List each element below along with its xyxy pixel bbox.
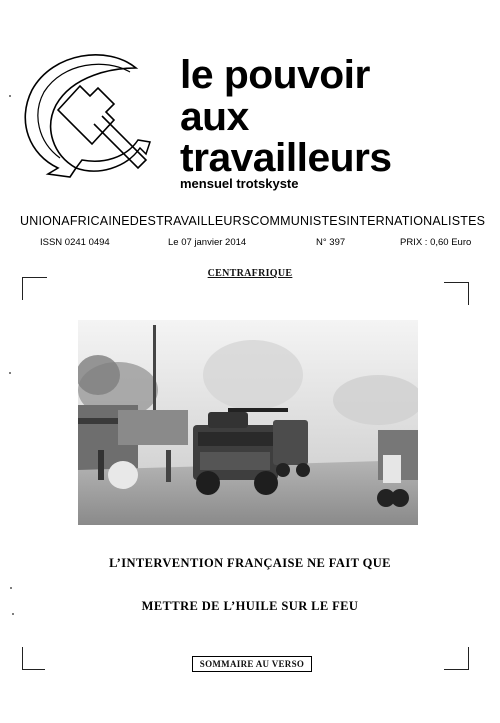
masthead-title-line1: le pouvoir bbox=[180, 53, 370, 97]
org-word: UNION bbox=[20, 214, 62, 228]
scan-speck bbox=[10, 587, 12, 589]
frame-corner-bottom-right bbox=[444, 647, 469, 670]
issue-number: N° 397 bbox=[316, 237, 346, 248]
masthead-title-line3: travailleurs bbox=[180, 136, 392, 180]
scan-speck bbox=[12, 613, 14, 615]
issn: ISSN 0241 0494 bbox=[40, 237, 110, 248]
issue-date: Le 07 janvier 2014 bbox=[168, 237, 247, 248]
frame-corner-top-right bbox=[444, 282, 469, 305]
org-word: DES bbox=[129, 214, 157, 228]
frame-corner-bottom-left bbox=[22, 647, 45, 670]
sommaire-au-verso-box[interactable]: SOMMAIRE AU VERSO bbox=[192, 656, 312, 672]
scan-speck bbox=[9, 95, 11, 97]
scan-speck bbox=[9, 372, 11, 374]
section-label: CENTRAFRIQUE bbox=[207, 268, 293, 279]
organization-name bbox=[20, 214, 486, 228]
armored-vehicle-street-photo bbox=[78, 320, 418, 525]
org-word: INTERNATIONALISTES bbox=[346, 214, 486, 228]
masthead-title-line2: aux bbox=[180, 95, 249, 139]
price: PRIX : 0,60 Euro bbox=[400, 237, 472, 248]
org-word: TRAVAILLEURS bbox=[156, 214, 251, 228]
frame-corner-top-left bbox=[22, 277, 47, 300]
masthead-subtitle: mensuel trotskyste bbox=[180, 176, 299, 191]
headline-line2: METTRE DE L’HUILE SUR LE FEU bbox=[141, 599, 359, 613]
org-word: AFRICAINE bbox=[61, 214, 130, 228]
headline-line1: L’INTERVENTION FRANÇAISE NE FAIT QUE bbox=[109, 556, 391, 570]
hammer-and-sickle-icon bbox=[18, 50, 178, 180]
org-word: COMMUNISTES bbox=[250, 214, 347, 228]
